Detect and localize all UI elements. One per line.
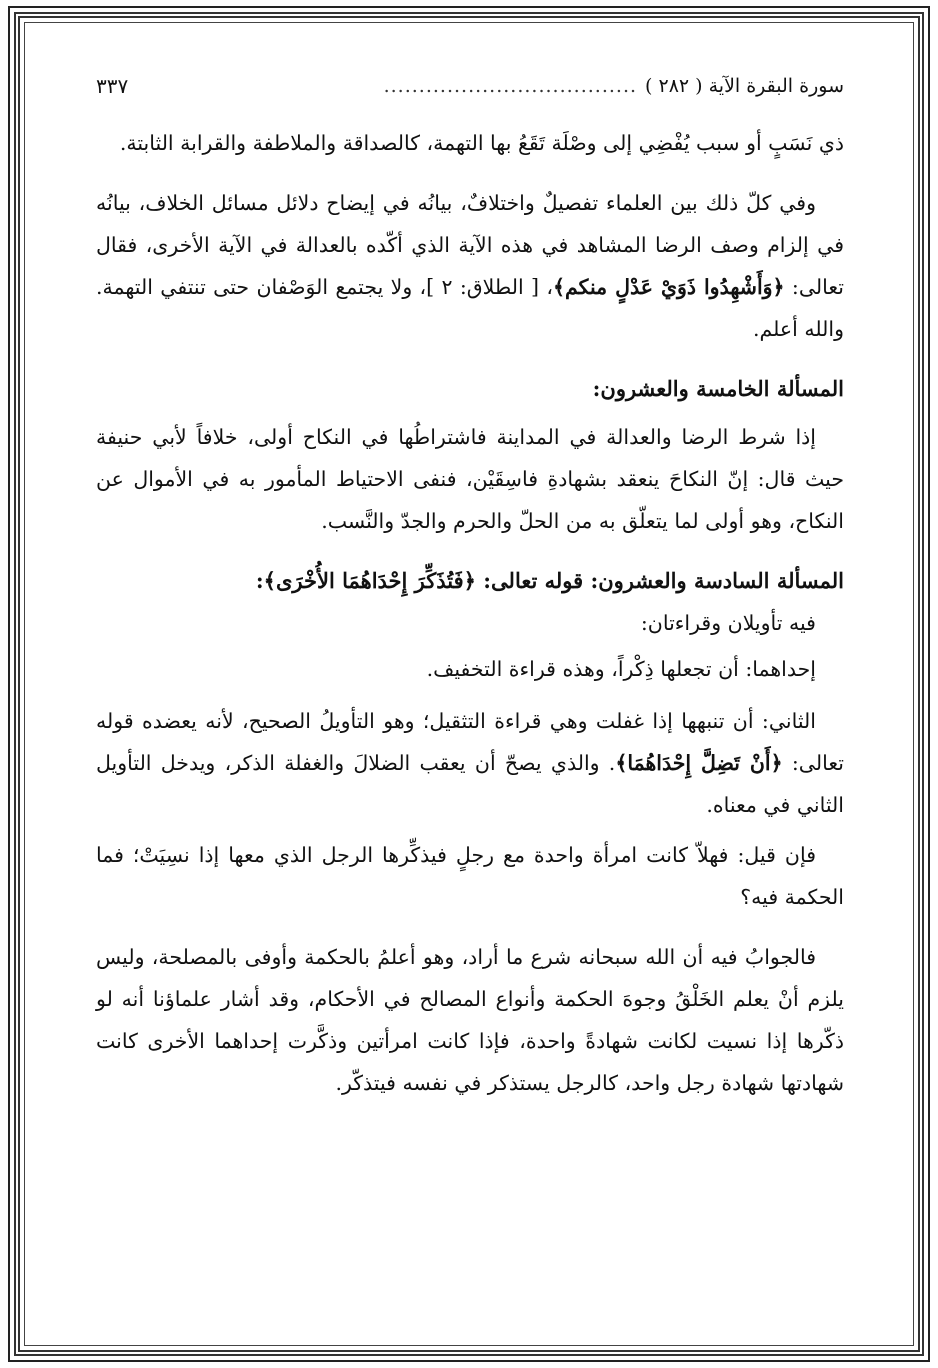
page-content (96, 66, 844, 1104)
section-heading-26-colon: : (255, 568, 264, 593)
paragraph-5: إحداهما: أن تجعلها ذِكْراً، وهذه قراءة التخفيف. (426, 657, 816, 681)
quran-verse-3: ﴿أَنْ تَضِلَّ إِحْدَاهُمَا﴾ (615, 751, 783, 775)
quran-verse-1: ﴿وَأَشْهِدُوا ذَوَيْ عَدْلٍ منكم﴾ (552, 275, 785, 299)
paragraph-7: فإن قيل: فهلاّ كانت امرأة واحدة مع رجلٍ فيذكِّرها الرجل الذي معها إذا نسِيَتْ؛ فما الحكمة فيه؟ (96, 843, 844, 909)
paragraph-3: إذا شرط الرضا والعدالة في المداينة فاشتراطُها في النكاح أولى، خلافاً لأبي حنيفة حيث قال: إنّ النكاحَ ينعقد بشهادةِ فاسِقَيْن، فنفى الاحتياط المأمور به في الأموال عن النكاح، وهو أولى لما يتعلّق به من الحلّ والحرم والجدّ والنَّسب. (96, 425, 844, 533)
paragraph-2-text-a: وفي كلّ ذلك بين العلماء تفصيلٌ واختلافٌ، بيانُه في إيضاح دلائل مسائل الخلاف، بيانُه في إلزام وصف الرضا المشاهد في هذه الآية الذي أكّده بالعدالة في الآية الأخرى، فقال تعالى: (96, 191, 845, 299)
paragraph-8: فالجوابُ فيه أن الله سبحانه شرع ما أراد، وهو أعلمُ بالحكمة وأوفى بالمصلحة، وليس يلزم أنْ يعلم الخَلْقُ وجوهَ الحكمة وأنواع المصالح في الأحكام، وقد أشار علماؤنا أنه لو ذكّرها إذا نسيت لكانت شهادةً واحدة، فإذا كانت امرأتين وذكَّرت إحداهما الأخرى كانت شهادتها شهادة رجل واحد، كالرجل يستذكر في نفسه فيتذكّر. (96, 945, 844, 1095)
paragraph-6-text-b: . والذي يصحّ أن يعقب الضلالَ والغفلة الذكر، ويدخل التأويل الثاني في معناه. (96, 751, 844, 817)
paragraph-1: ذي نَسَبٍ أو سبب يُفْضِي إلى وصْلَة تَقَعُ بها التهمة، كالصداقة والملاطفة والقرابة الثابتة. (119, 131, 844, 155)
running-header (96, 66, 844, 106)
header-title: سورة البقرة الآية ( ٢٨٢ ) (645, 75, 844, 97)
paragraph-6 (96, 700, 844, 826)
section-heading-25: المسألة الخامسة والعشرون: (592, 376, 844, 401)
quran-verse-2: ﴿فَتُذَكِّرَ إِحْدَاهُمَا الأُخْرَى﴾ (263, 568, 476, 593)
paragraph-2-text-b: ، [ الطلاق: ٢ ]، ولا يجتمع الوَصْفان حتى تنتفي التهمة. والله أعلم. (96, 275, 844, 341)
section-heading-26-text: المسألة السادسة والعشرون: قوله تعالى: (475, 568, 844, 593)
section-heading-26 (96, 560, 844, 602)
paragraph-4: فيه تأويلان وقراءتان: (640, 611, 816, 635)
paragraph-6-text-a: الثاني: أن تنبهها إذا غفلت وهي قراءة التثقيل؛ وهو التأويلُ الصحيح، لأنه يعضده قوله تعالى: (96, 709, 844, 775)
page-number: ٣٣٧ (96, 74, 129, 98)
header-leader-dots: .................................... (383, 75, 638, 97)
paragraph-2 (96, 182, 844, 350)
